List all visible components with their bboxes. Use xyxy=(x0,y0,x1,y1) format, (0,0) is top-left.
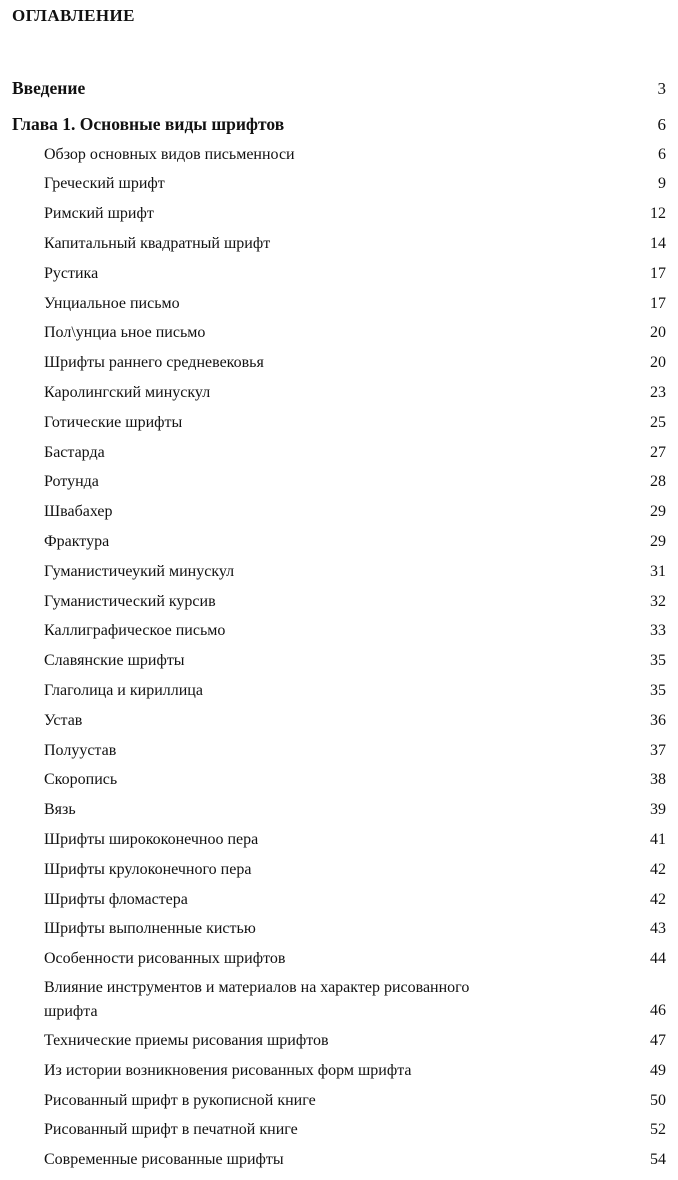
toc-entry-page: 54 xyxy=(650,1151,666,1169)
toc-entry-title: Рисованный шрифт в печатной книге xyxy=(44,1121,298,1139)
toc-entry-page: 17 xyxy=(650,264,666,282)
table-of-contents xyxy=(0,74,678,1175)
toc-entry-title: Рустика xyxy=(44,264,99,282)
toc-entry-page: 14 xyxy=(650,234,666,252)
toc-entry-page: 6 xyxy=(658,145,666,163)
toc-entry-page: 6 xyxy=(657,114,666,134)
toc-entry[interactable] xyxy=(0,467,678,497)
toc-entry-title: Современные рисованные шрифты xyxy=(44,1151,284,1169)
toc-entry-title: Устав xyxy=(44,711,83,729)
toc-entry[interactable] xyxy=(0,616,678,646)
toc-entry[interactable] xyxy=(0,74,678,104)
toc-entry[interactable] xyxy=(0,587,678,617)
toc-entry[interactable] xyxy=(0,289,678,319)
toc-entry[interactable] xyxy=(0,140,678,170)
toc-entry[interactable] xyxy=(0,676,678,706)
toc-entry-page: 32 xyxy=(650,592,666,610)
toc-entry[interactable] xyxy=(0,318,678,348)
toc-entry-title: Шрифты ширококонечноо пера xyxy=(44,830,259,848)
toc-entry-title: Гуманистический курсив xyxy=(44,592,216,610)
toc-entry-page: 50 xyxy=(650,1091,666,1109)
toc-entry-title: Бастарда xyxy=(44,443,105,461)
toc-entry-page: 47 xyxy=(650,1031,666,1049)
toc-entry[interactable] xyxy=(0,348,678,378)
toc-entry-title: Славянские шрифты xyxy=(44,652,185,670)
toc-entry[interactable] xyxy=(0,1056,678,1086)
toc-entry[interactable] xyxy=(0,1115,678,1145)
toc-entry-page: 12 xyxy=(650,205,666,223)
toc-entry-page: 35 xyxy=(650,681,666,699)
toc-entry-title: Шрифты фломастера xyxy=(44,890,188,908)
toc-entry-page: 9 xyxy=(658,175,666,193)
toc-entry-title: Каллиграфическое письмо xyxy=(44,622,226,640)
toc-entry-page: 43 xyxy=(650,920,666,938)
toc-entry[interactable] xyxy=(0,229,678,259)
toc-entry-title: Шрифты выполненные кистью xyxy=(44,920,256,938)
toc-entry[interactable] xyxy=(0,706,678,736)
toc-entry-page: 3 xyxy=(657,79,666,98)
toc-entry-title: Технические приемы рисования шрифтов xyxy=(44,1031,329,1049)
toc-entry-page: 25 xyxy=(650,413,666,431)
toc-entry[interactable] xyxy=(0,944,678,974)
toc-entry-page: 52 xyxy=(650,1121,666,1139)
toc-entry[interactable] xyxy=(0,378,678,408)
toc-entry-page: 41 xyxy=(650,830,666,848)
toc-entry-page: 28 xyxy=(650,473,666,491)
toc-entry[interactable] xyxy=(0,646,678,676)
toc-entry-page: 37 xyxy=(650,741,666,759)
toc-entry-title: Греческий шрифт xyxy=(44,175,165,193)
toc-entry[interactable] xyxy=(0,736,678,766)
toc-entry-page: 49 xyxy=(650,1061,666,1079)
toc-entry[interactable] xyxy=(0,974,678,1026)
toc-entry-title: Фрактура xyxy=(44,532,110,550)
toc-entry-page: 38 xyxy=(650,771,666,789)
toc-entry-page: 33 xyxy=(650,622,666,640)
toc-entry[interactable] xyxy=(0,259,678,289)
toc-entry[interactable] xyxy=(0,110,678,140)
toc-entry[interactable] xyxy=(0,765,678,795)
toc-entry-page: 35 xyxy=(650,652,666,670)
toc-entry-title: Капитальный квадратный шрифт xyxy=(44,234,271,252)
toc-entry[interactable] xyxy=(0,885,678,915)
toc-entry-title: Каролингский минускул xyxy=(44,383,211,401)
toc-entry[interactable] xyxy=(0,825,678,855)
toc-entry-title: Гуманистичеукий минускул xyxy=(44,562,235,580)
toc-entry-title: Из истории возникновения рисованных форм шрифта xyxy=(44,1061,412,1079)
toc-entry[interactable] xyxy=(0,199,678,229)
toc-entry-page: 23 xyxy=(650,383,666,401)
toc-entry[interactable] xyxy=(0,408,678,438)
toc-entry-page: 29 xyxy=(650,503,666,521)
toc-entry-title: Готические шрифты xyxy=(44,413,183,431)
toc-entry-title: Пол\унциа ьное письмо xyxy=(44,324,206,342)
toc-entry-title: Унциальное письмо xyxy=(44,294,180,312)
toc-entry-title: Швабахер xyxy=(44,503,113,521)
toc-entry-page: 39 xyxy=(650,801,666,819)
toc-entry-title: Шрифты крулоконечного пера xyxy=(44,860,252,878)
toc-entry-title: Введение xyxy=(12,78,86,98)
toc-entry-page: 42 xyxy=(650,890,666,908)
toc-entry-title: Шрифты раннего средневековья xyxy=(44,354,264,372)
toc-entry-title: Ротунда xyxy=(44,473,99,491)
toc-entry[interactable] xyxy=(0,557,678,587)
toc-entry-page: 20 xyxy=(650,324,666,342)
toc-entry-title: Глаголица и кириллица xyxy=(44,681,203,699)
toc-entry-page: 29 xyxy=(650,532,666,550)
toc-entry[interactable] xyxy=(0,795,678,825)
toc-entry[interactable] xyxy=(0,438,678,468)
toc-entry-page: 20 xyxy=(650,354,666,372)
toc-entry[interactable] xyxy=(0,1145,678,1175)
toc-entry-page: 42 xyxy=(650,860,666,878)
toc-entry-page: 36 xyxy=(650,711,666,729)
toc-entry-page: 46 xyxy=(650,1002,666,1020)
toc-entry-page: 31 xyxy=(650,562,666,580)
toc-entry[interactable] xyxy=(0,1026,678,1056)
toc-entry-title: Влияние инструментов и материалов на характер рисованного шрифта xyxy=(44,978,470,1020)
toc-entry-title: Особенности рисованных шрифтов xyxy=(44,950,286,968)
toc-entry-title: Глава 1. Основные виды шрифтов xyxy=(12,113,285,134)
toc-entry[interactable] xyxy=(0,497,678,527)
toc-entry-title: Скоропись xyxy=(44,771,118,789)
toc-entry[interactable] xyxy=(0,1086,678,1116)
toc-entry[interactable] xyxy=(0,527,678,557)
toc-entry[interactable] xyxy=(0,169,678,199)
toc-entry-page: 17 xyxy=(650,294,666,312)
toc-entry-title: Рисованный шрифт в рукописной книге xyxy=(44,1091,316,1109)
toc-entry-title: Вязь xyxy=(44,801,76,819)
toc-entry-title: Римский шрифт xyxy=(44,205,154,223)
toc-entry-page: 44 xyxy=(650,950,666,968)
toc-entry[interactable] xyxy=(0,855,678,885)
toc-entry[interactable] xyxy=(0,914,678,944)
page-title: ОГЛАВЛЕНИЕ xyxy=(12,6,135,25)
toc-entry-title: Обзор основных видов письменноси xyxy=(44,145,295,163)
toc-entry-title: Полуустав xyxy=(44,741,117,759)
toc-entry-page: 27 xyxy=(650,443,666,461)
